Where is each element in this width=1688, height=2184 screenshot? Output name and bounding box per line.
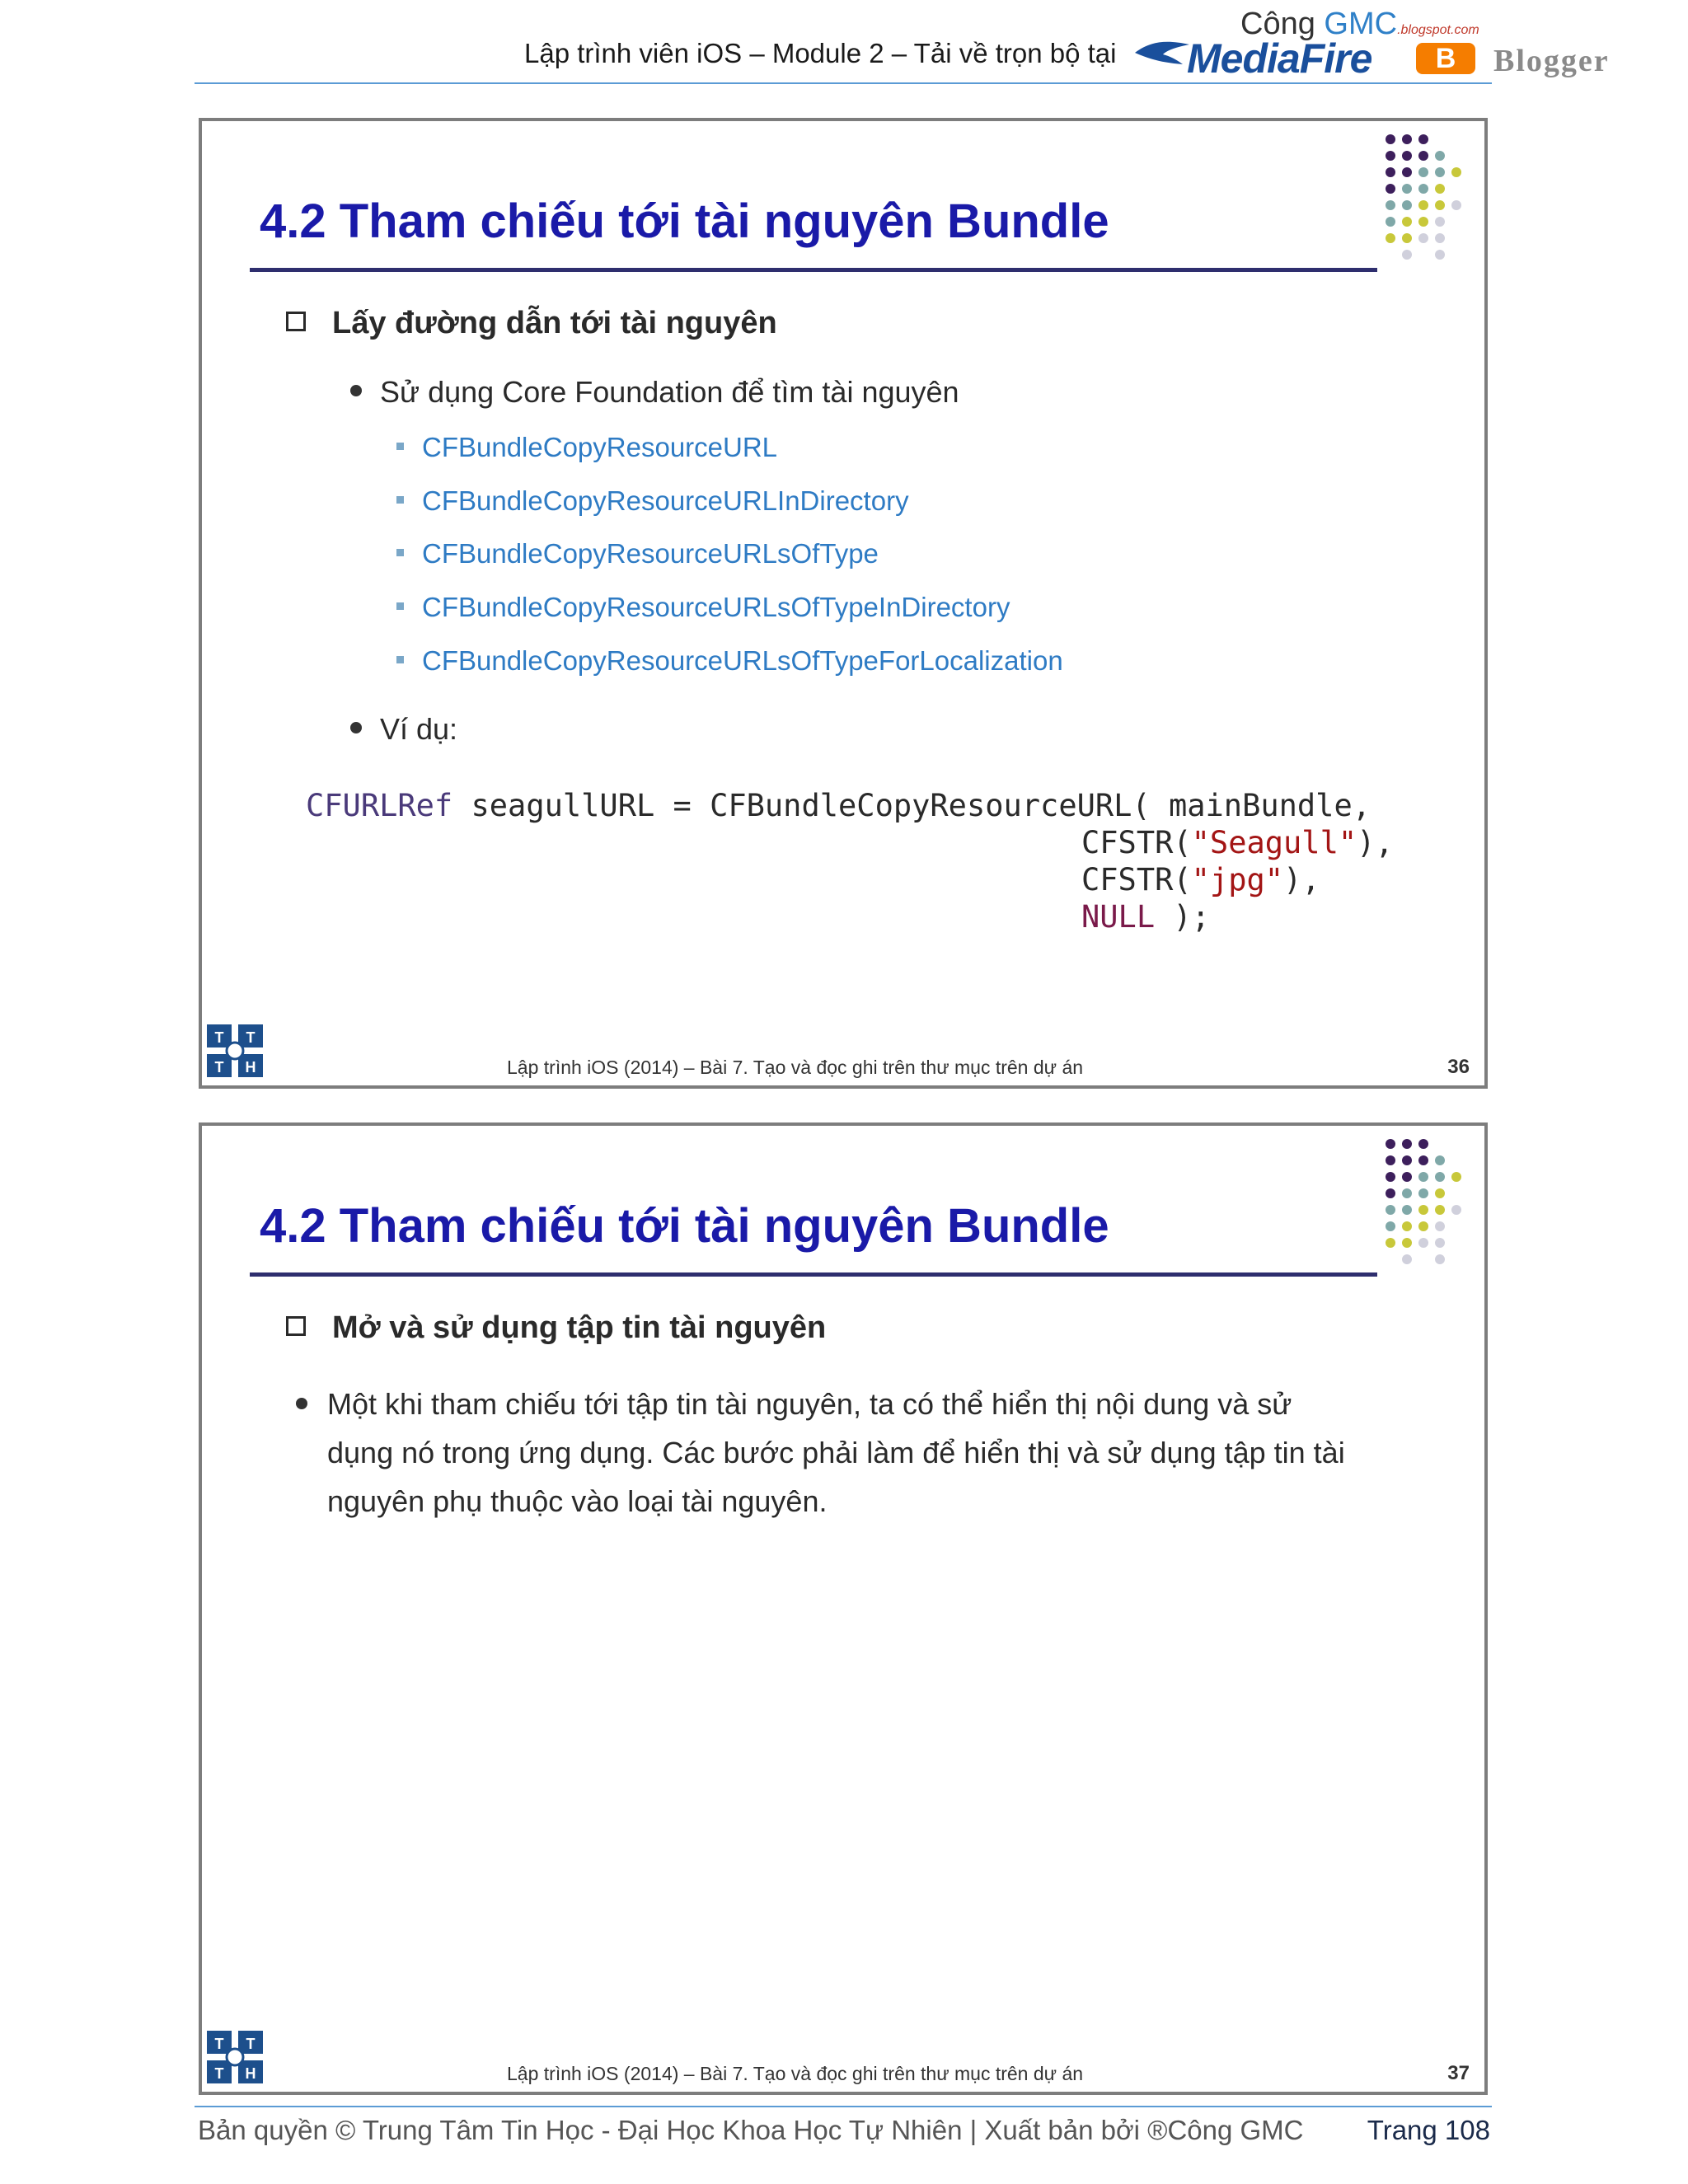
slide-footer: Lập trình iOS (2014) – Bài 7. Tạo và đọc ghi trên thư mục trên dự án <box>507 1057 1084 1078</box>
logo-letter: T <box>214 2065 224 2082</box>
brand-gmc: GMC <box>1324 7 1398 41</box>
slide-number: 36 <box>1447 1056 1470 1078</box>
slide-heading: Mở và sử dụng tập tin tài nguyên <box>286 1310 826 1346</box>
function-item[interactable]: CFBundleCopyResourceURLsOfTypeInDirectory <box>396 592 1010 623</box>
header-rule <box>195 82 1492 84</box>
mediafire-swoosh-icon <box>1133 38 1191 68</box>
code-line-3: CFSTR("jpg"), <box>1081 862 1320 898</box>
function-item[interactable]: CFBundleCopyResourceURLsOfType <box>396 538 879 569</box>
slide-title: 4.2 Tham chiếu tới tài nguyên Bundle <box>260 1199 1109 1253</box>
code-line-2: CFSTR("Seagull"), <box>1081 825 1394 860</box>
logo-letter: T <box>246 1029 256 1046</box>
slide-37 <box>199 1122 1488 2095</box>
school-logo-icon <box>205 1023 265 1079</box>
code-line-1: CFURLRef seagullURL = CFBundleCopyResourceURL( mainBundle, <box>306 788 1372 823</box>
page-footer-copyright: Bản quyền © Trung Tâm Tin Học - Đại Học Khoa Học Tự Nhiên | Xuất bản bởi ®Công GMC <box>198 2115 1304 2145</box>
function-item[interactable]: CFBundleCopyResourceURLsOfTypeForLocalization <box>396 645 1063 677</box>
bullet-dot-icon <box>350 722 362 733</box>
school-logo-icon <box>205 2029 265 2085</box>
logo-letter: T <box>214 2036 224 2052</box>
logo-letter: H <box>245 1059 256 1076</box>
function-item[interactable]: CFBundleCopyResourceURLInDirectory <box>396 485 909 517</box>
sub-bullet-icon <box>396 602 404 610</box>
logo-letter: T <box>246 2036 256 2052</box>
slide-title: 4.2 Tham chiếu tới tài nguyên Bundle <box>260 194 1109 248</box>
slide-paragraph: Một khi tham chiếu tới tập tin tài nguyên, ta có thể hiển thị nội dung và sử dụng nó trong ứng dụng. Các bước phải làm để hiển thị và sử dụng tập tin tài nguyên phụ thuộc vào loại tài nguyên. <box>327 1380 1349 1526</box>
title-rule <box>250 268 1377 272</box>
brand-blogspot: .blogspot.com <box>1397 23 1479 37</box>
brand-blogger[interactable]: Blogger <box>1493 44 1610 78</box>
brand-cong: Công <box>1240 7 1315 41</box>
footer-rule <box>195 2106 1492 2107</box>
bullet-example: Ví dụ: <box>350 712 457 747</box>
bullet-dot-icon <box>296 1398 307 1409</box>
title-rule <box>250 1272 1377 1277</box>
slide-footer: Lập trình iOS (2014) – Bài 7. Tạo và đọc ghi trên thư mục trên dự án <box>507 2063 1084 2084</box>
brand-mediafire[interactable]: MediaFire <box>1187 35 1372 82</box>
decorative-dots-icon <box>1379 1132 1470 1281</box>
code-line-4: NULL ); <box>1081 899 1210 935</box>
square-bullet-icon <box>286 312 306 331</box>
logo-letter: T <box>214 1029 224 1046</box>
sub-bullet-icon <box>396 549 404 556</box>
page-header-text: Lập trình viên iOS – Module 2 – Tải về trọn bộ tại <box>524 38 1117 68</box>
slide-36 <box>199 118 1488 1089</box>
sub-bullet-icon <box>396 496 404 504</box>
slide-heading: Lấy đường dẫn tới tài nguyên <box>286 306 777 341</box>
sub-bullet-icon <box>396 656 404 663</box>
logo-letter: H <box>245 2065 256 2082</box>
page-number: Trang 108 <box>1367 2115 1490 2145</box>
square-bullet-icon <box>286 1316 306 1336</box>
blogger-icon: B <box>1416 43 1475 74</box>
bullet-core-foundation: Sử dụng Core Foundation để tìm tài nguyên <box>350 375 959 410</box>
function-item[interactable]: CFBundleCopyResourceURL <box>396 432 777 463</box>
sub-bullet-icon <box>396 443 404 450</box>
decorative-dots-icon <box>1379 128 1470 276</box>
logo-letter: T <box>214 1059 224 1076</box>
slide-number: 37 <box>1447 2062 1470 2084</box>
bullet-dot-icon <box>350 385 362 396</box>
